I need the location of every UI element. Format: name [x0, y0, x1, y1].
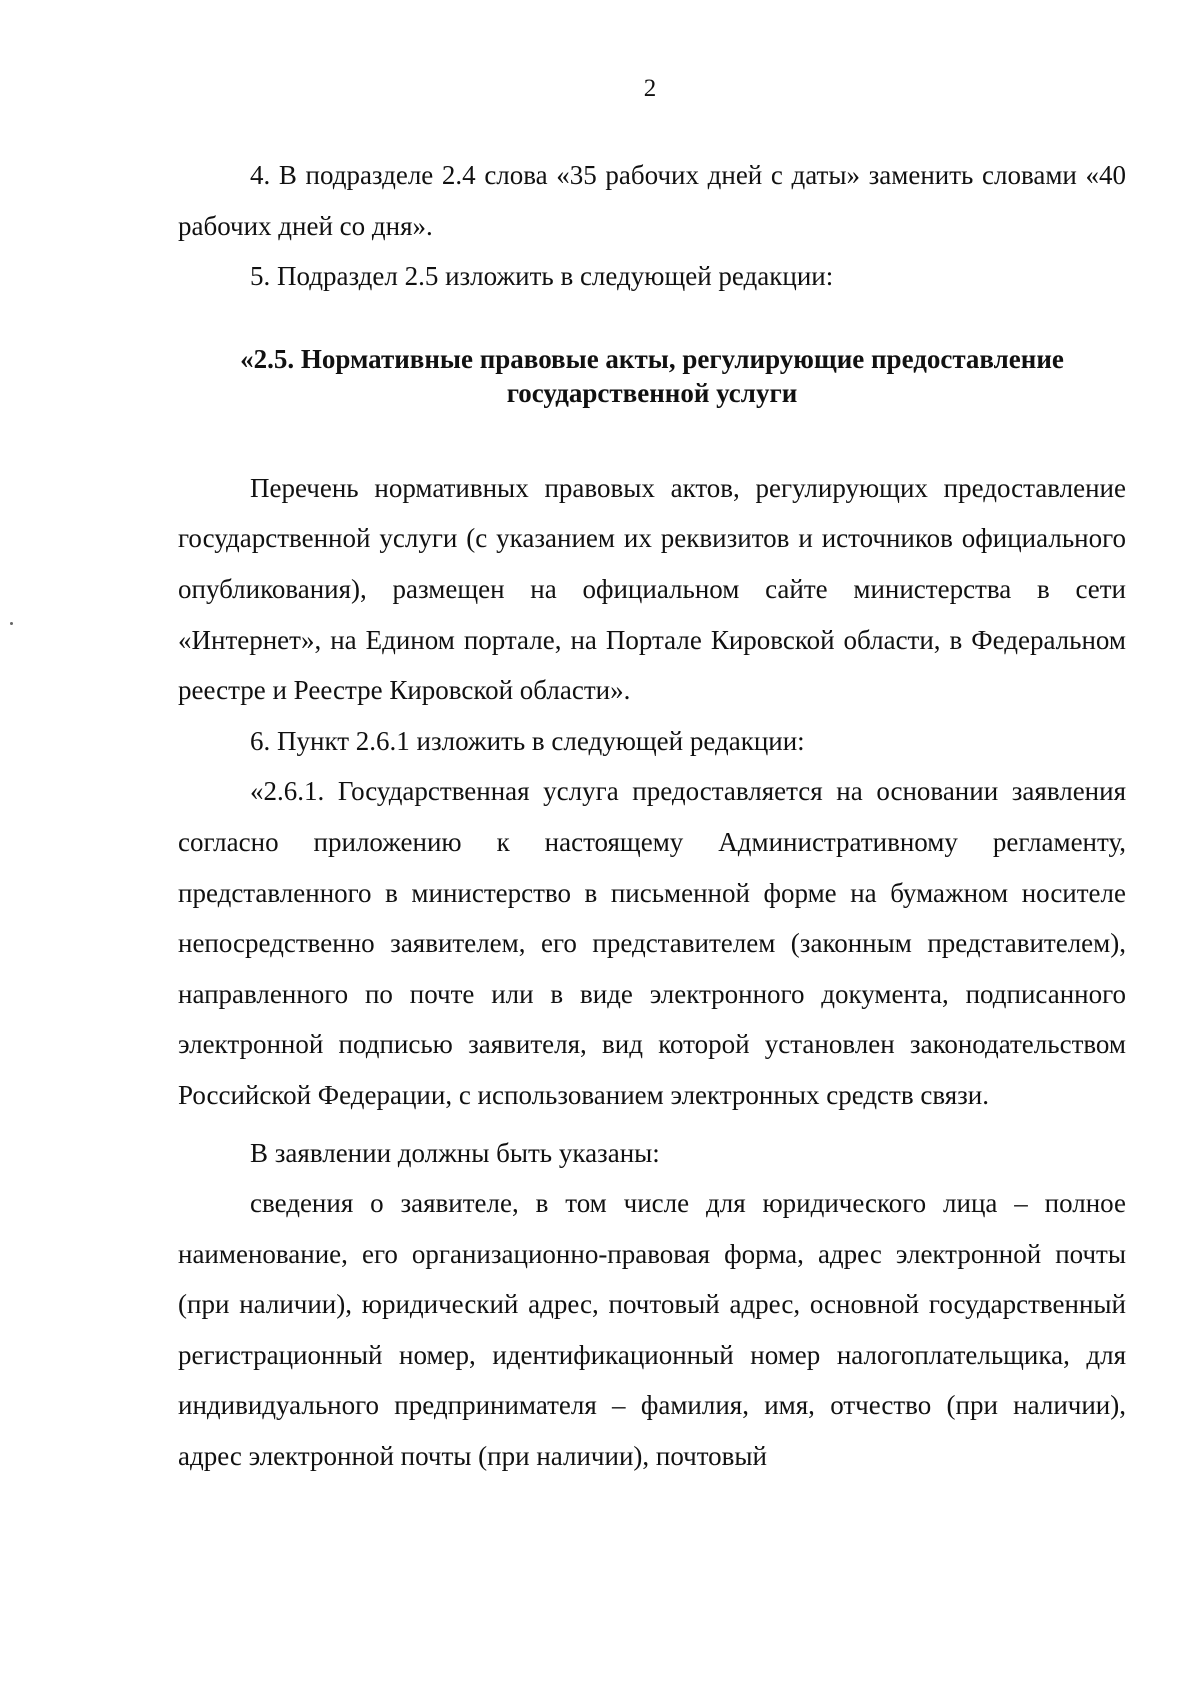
paragraph-legal-acts-list: Перечень нормативных правовых актов, регулирующих предоставление государственной услуги (с указанием их реквизитов и источников официального опубликования), размещен на официальном сайте министерства в сети «Интернет», на Едином портале, на Портале Кировской области, в Федеральном реестре и Реестре Кировской области». [178, 472, 1126, 706]
document-body [178, 150, 1126, 1482]
page-number: 2 [643, 75, 657, 102]
paragraph-item-6: 6. Пункт 2.6.1 изложить в следующей редакции: [250, 725, 805, 756]
section-heading-line-1: «2.5. Нормативные правовые акты, регулирующие предоставление [240, 343, 1064, 374]
paragraph-item-5: 5. Подраздел 2.5 изложить в следующей редакции: [250, 261, 834, 292]
scan-artifact-dot [10, 622, 13, 625]
paragraph-applicant-details: сведения о заявителе, в том числе для юридического лица – полное наименование, его организационно-правовая форма, адрес электронной почты (при наличии), юридический адрес, почтовый адрес, основной государственный регистрационный номер, идентификационный номер налогоплательщика, для индивидуального предпринимателя – фамилия, имя, отчество (при наличии), адрес электронной почты (при наличии), почтовый [178, 1188, 1126, 1472]
section-heading-line-2: государственной услуги [506, 377, 798, 408]
paragraph-application-must-include: В заявлении должны быть указаны: [250, 1137, 660, 1168]
paragraph-item-4: 4. В подразделе 2.4 слова «35 рабочих дней с даты» заменить словами «40 рабочих дней со дня». [178, 160, 1126, 241]
paragraph-clause-2-6-1: «2.6.1. Государственная услуга предоставляется на основании заявления согласно приложению к настоящему Административному регламенту, представленного в министерство в письменной форме на бумажном носителе непосредственно заявителем, его представителем (законным представителем), направленного по почте или в виде электронного документа, подписанного электронной подписью заявителя, вид которой установлен законодательством Российской Федерации, с использованием электронных средств связи. [178, 776, 1126, 1110]
section-heading [178, 342, 1126, 410]
